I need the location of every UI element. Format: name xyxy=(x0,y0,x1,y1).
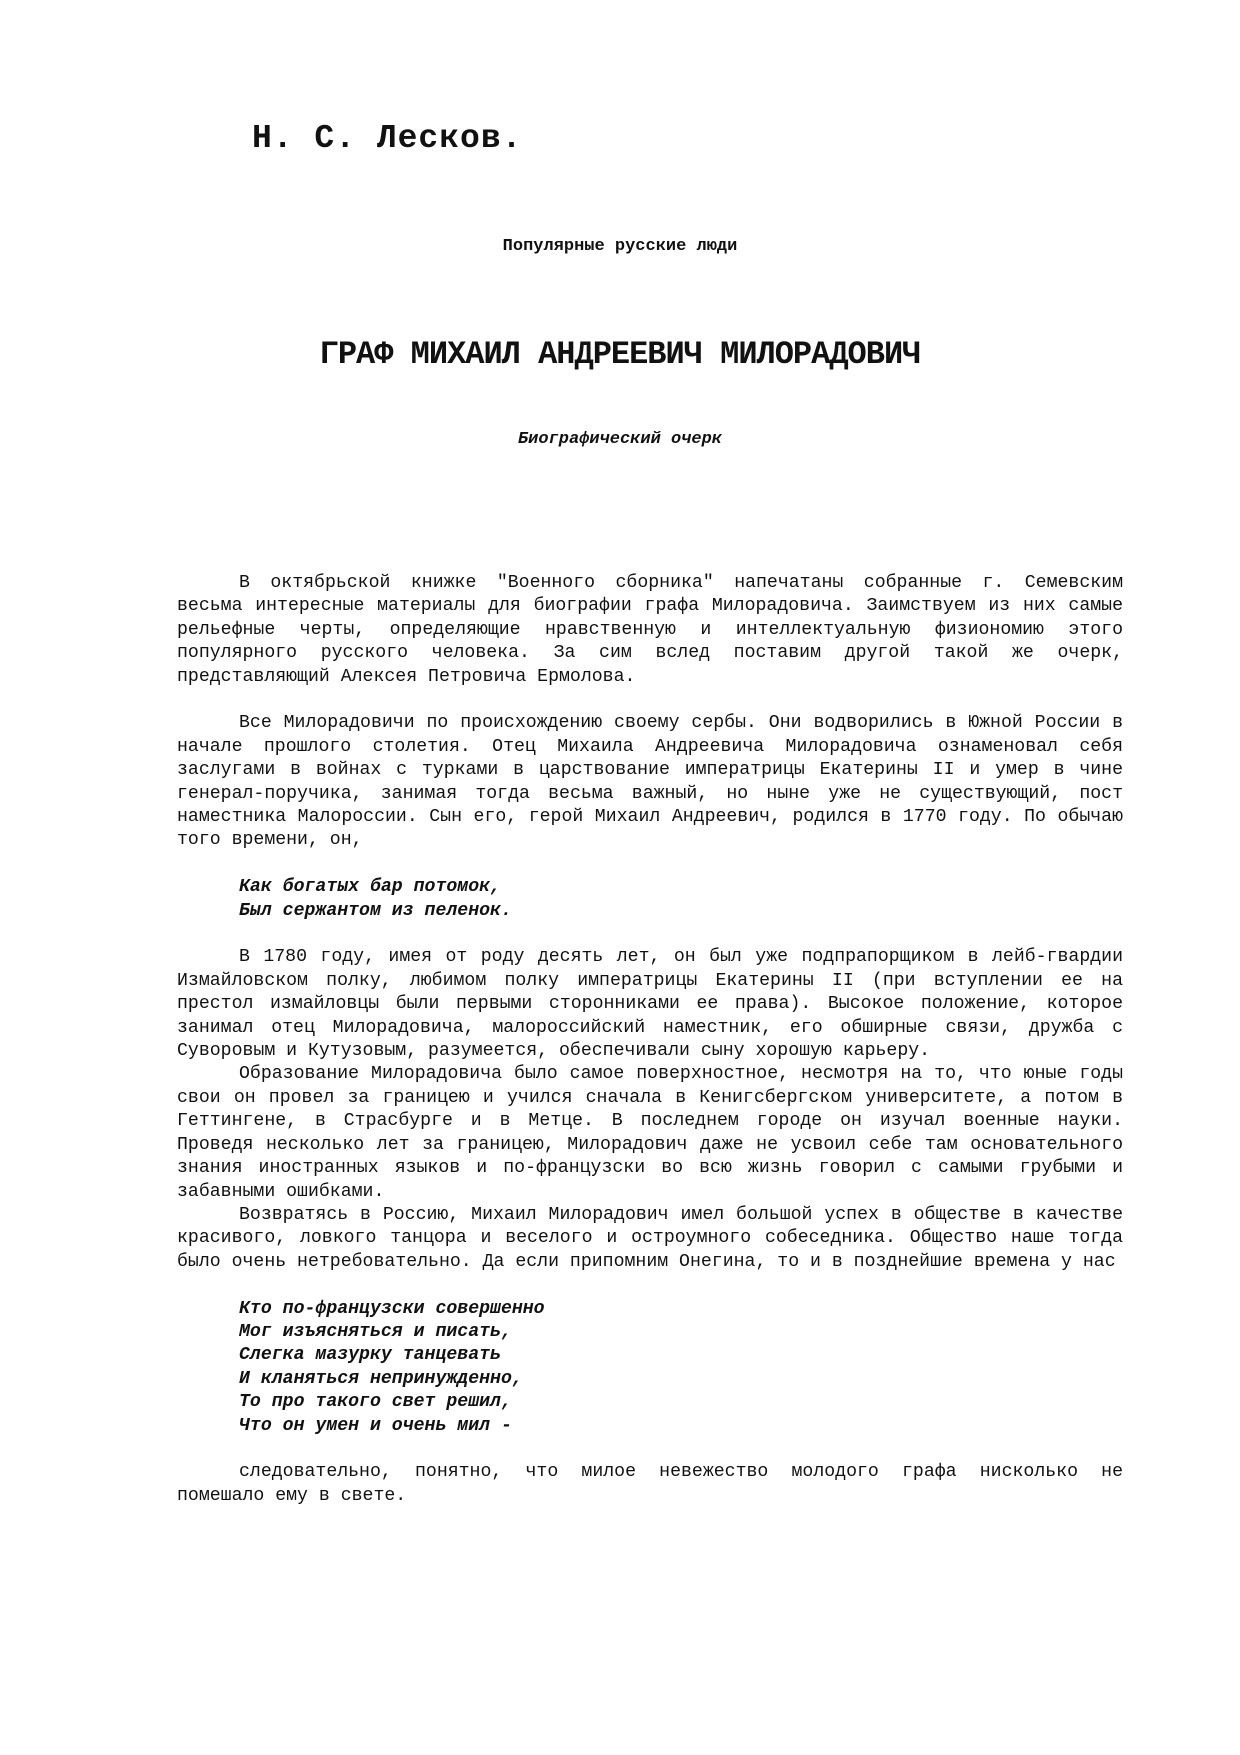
body-text xyxy=(177,572,1123,1508)
spacer xyxy=(177,923,1123,946)
paragraph-2: Все Милорадовичи по происхождению своему сербы. Они водворились в Южной России в начале прошлого столетия. Отец Михаила Андреевича Милорадовича ознаменовал себя заслугами в войнах с турками в царствование императрицы Екатерины II и умер в чине генерал-поручика, занимая тогда весьма важный, но ныне уже не существующий, пост наместника Малороссии. Сын его, герой Михаил Андреевич, родился в 1770 году. По обычаю того времени, он, xyxy=(177,713,1123,851)
spacer xyxy=(177,1274,1123,1297)
document-subtitle: Биографический очерк xyxy=(517,430,723,449)
series-title: Популярные русские люди xyxy=(502,237,738,256)
document-title: ГРАФ МИХАИЛ АНДРЕЕВИЧ МИЛОРАДОВИЧ xyxy=(319,336,921,373)
verse-line: Слегка мазурку танцевать xyxy=(239,1345,501,1366)
spacer xyxy=(177,1438,1123,1461)
verse-line: То про такого свет решил, xyxy=(239,1392,512,1413)
paragraph-4: Образование Милорадовича было самое поверхностное, несмотря на то, что юные годы свои он провел за границею и учился сначала в Кенигсбергском университете, а потом в Геттингене, в Страсбурге и в Метце. В последнем городе он изучал военные науки. Проведя несколько лет за границею, Милорадович даже не усвоил себе там основательного знания иностранных языков и по-французски во всю жизнь говорил с самыми грубыми и забавными ошибками. xyxy=(177,1064,1123,1202)
verse-quote-1 xyxy=(239,876,1123,923)
verse-line: Что он умен и очень мил - xyxy=(239,1415,512,1436)
verse-line: Был сержантом из пеленок. xyxy=(239,900,512,921)
verse-line: Кто по-французски совершенно xyxy=(239,1298,545,1319)
paragraph-3: В 1780 году, имея от роду десять лет, он был уже подпрапорщиком в лейб-гвардии Измайловском полку, любимом полку императрицы Екатерины II (при вступлении ее на престол измайловцы были первыми сторонниками ее права). Высокое положение, которое занимал отец Милорадовича, малороссийский наместник, его обширные связи, дружба с Суворовым и Кутузовым, разумеется, обеспечивали сыну хорошую карьеру. xyxy=(177,947,1123,1062)
verse-line: Мог изъясняться и писать, xyxy=(239,1321,512,1342)
verse-line: И кланяться непринужденно, xyxy=(239,1368,523,1389)
verse-line: Как богатых бар потомок, xyxy=(239,877,501,898)
verse-quote-2 xyxy=(239,1298,1123,1438)
author-name: Н. С. Лесков. xyxy=(252,120,523,157)
paragraph-6: следовательно, понятно, что милое невежество молодого графа нисколько не помешало ему в свете. xyxy=(177,1462,1123,1506)
paragraph-1: В октябрьской книжке "Военного сборника" напечатаны собранные г. Семевским весьма интересные материалы для биографии графа Милорадовича. Заимствуем из них самые рельефные черты, определяющие нравственную и интеллектуальную физиономию этого популярного русского человека. За сим вслед поставим другой такой же очерк, представляющий Алексея Петровича Ермолова. xyxy=(177,573,1123,687)
spacer xyxy=(177,853,1123,876)
spacer xyxy=(177,689,1123,712)
paragraph-5: Возвратясь в Россию, Михаил Милорадович имел большой успех в обществе в качестве красивого, ловкого танцора и веселого и остроумного собеседника. Общество наше тогда было очень нетребовательно. Да если припомним Онегина, то и в позднейшие времена у нас xyxy=(177,1204,1123,1272)
